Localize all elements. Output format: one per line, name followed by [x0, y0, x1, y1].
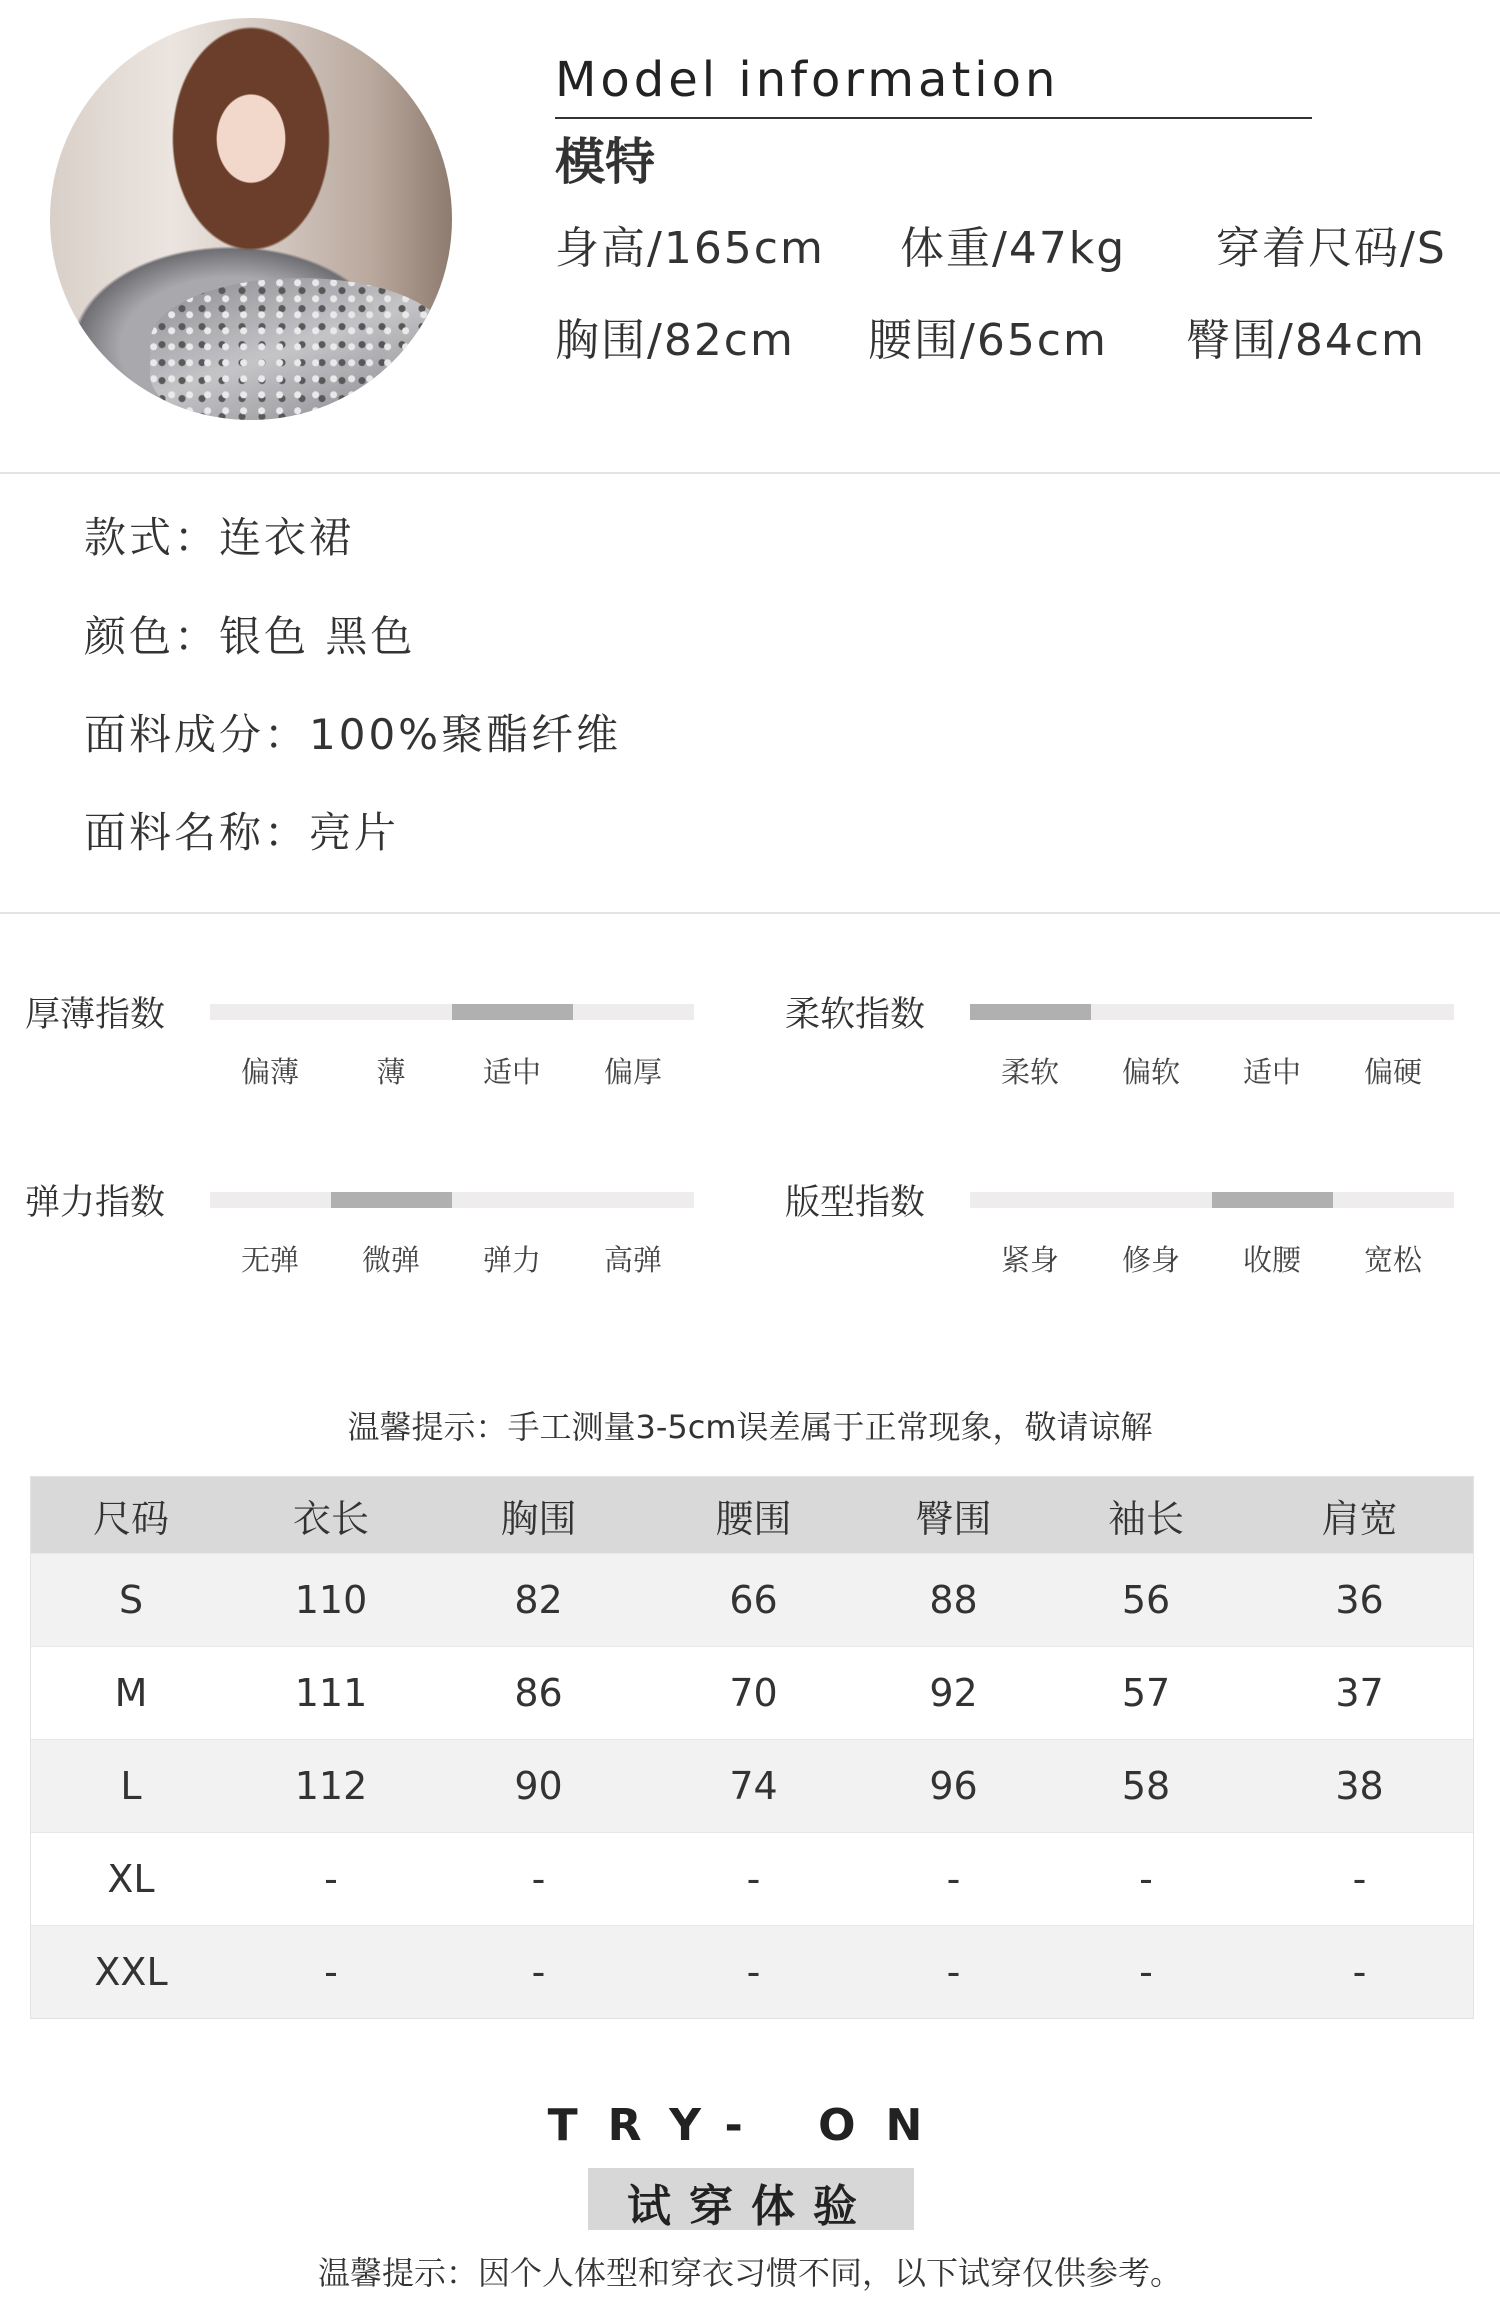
table-cell: S	[118, 1578, 144, 1622]
index-option: 偏厚	[603, 1055, 663, 1089]
table-header-cell: 尺码	[92, 1496, 169, 1541]
index-option: 修身	[1121, 1243, 1181, 1277]
index-option: 微弹	[361, 1243, 421, 1277]
spec-composition: 面料成分：100%聚酯纤维	[84, 710, 622, 759]
table-cell: -	[946, 1950, 961, 1994]
index-option: 高弹	[603, 1243, 663, 1277]
index-bar	[210, 1004, 694, 1020]
table-cell: 112	[294, 1764, 368, 1808]
try-on-note: 温馨提示：因个人体型和穿衣习惯不同，以下试穿仅供参考。	[317, 2254, 1182, 2292]
index-option: 弹力	[482, 1243, 542, 1277]
model-size: 穿着尺码/S	[1216, 223, 1447, 274]
table-cell: 86	[514, 1671, 563, 1715]
table-cell: -	[324, 1857, 338, 1901]
spec-fabric: 面料名称：亮片	[84, 808, 400, 857]
table-cell: -	[1352, 1950, 1367, 1994]
measure-note: 温馨提示：手工测量3-5cm误差属于正常现象，敬请谅解	[347, 1408, 1153, 1446]
table-cell: 70	[729, 1671, 778, 1715]
model-info-subtitle: 模特	[555, 133, 655, 191]
index-option: 偏薄	[240, 1055, 300, 1089]
table-cell: XL	[107, 1857, 155, 1901]
index-bar	[970, 1192, 1454, 1208]
table-cell: 90	[514, 1764, 563, 1808]
table-cell: 38	[1335, 1764, 1384, 1808]
model-waist: 腰围/65cm	[868, 315, 1108, 366]
table-row	[31, 1646, 1473, 1739]
try-on-subtitle: 试穿体验	[627, 2181, 875, 2232]
table-header-cell: 胸围	[500, 1496, 577, 1541]
index-bar	[210, 1192, 694, 1208]
index-option: 偏硬	[1363, 1055, 1423, 1089]
table-cell: L	[120, 1764, 142, 1808]
model-info-title: Model information	[555, 52, 1060, 108]
index-label: 弹力指数	[25, 1183, 166, 1223]
table-header-cell: 臀围	[915, 1496, 992, 1541]
spec-color: 颜色：银色 黑色	[84, 612, 416, 661]
index-bar	[970, 1004, 1454, 1020]
table-cell: 92	[929, 1671, 978, 1715]
table-cell: 58	[1121, 1764, 1171, 1808]
model-height: 身高/165cm	[555, 223, 825, 274]
table-cell: 96	[929, 1764, 978, 1808]
table-cell: M	[114, 1671, 148, 1715]
table-cell: 82	[514, 1578, 563, 1622]
table-cell: -	[531, 1950, 546, 1994]
index-option: 偏软	[1121, 1055, 1181, 1089]
table-cell: 56	[1121, 1578, 1171, 1622]
index-option: 适中	[1242, 1055, 1302, 1089]
table-header-cell: 衣长	[292, 1496, 369, 1541]
index-bar-selected	[1212, 1192, 1333, 1208]
table-cell: 74	[729, 1764, 778, 1808]
index-bar-selected	[970, 1004, 1091, 1020]
index-option: 无弹	[240, 1243, 300, 1277]
index-option: 宽松	[1363, 1243, 1423, 1277]
table-cell: -	[531, 1857, 546, 1901]
index-option: 薄	[376, 1055, 406, 1089]
index-label: 柔软指数	[785, 995, 926, 1035]
sequin-dress-graphic	[150, 278, 450, 420]
table-cell: 88	[929, 1578, 978, 1622]
index-bar-selected	[331, 1192, 452, 1208]
index-label: 厚薄指数	[25, 995, 166, 1035]
table-row	[31, 1739, 1473, 1832]
index-option: 柔软	[1000, 1055, 1060, 1089]
section-divider	[0, 472, 1500, 474]
size-table	[30, 1476, 1474, 2019]
index-label: 版型指数	[785, 1183, 926, 1223]
table-cell: -	[1352, 1857, 1367, 1901]
table-cell: XXL	[94, 1950, 168, 1994]
table-header	[31, 1477, 1473, 1553]
table-header-cell: 肩宽	[1321, 1496, 1398, 1541]
try-on-title: TRY- ON	[547, 2100, 953, 2151]
model-bust: 胸围/82cm	[555, 315, 795, 366]
section-divider	[0, 912, 1500, 914]
table-header-cell: 袖长	[1107, 1496, 1184, 1541]
index-option: 适中	[482, 1055, 542, 1089]
spec-style: 款式：连衣裙	[84, 513, 355, 562]
model-hip: 臀围/84cm	[1186, 315, 1426, 366]
table-row	[31, 1832, 1473, 1925]
table-cell: 36	[1335, 1578, 1384, 1622]
table-row	[31, 1925, 1473, 2018]
table-cell: 66	[729, 1578, 778, 1622]
title-underline	[555, 117, 1312, 119]
table-cell: -	[324, 1950, 338, 1994]
table-cell: -	[1139, 1857, 1153, 1901]
table-header-cell: 腰围	[715, 1496, 792, 1541]
model-photo	[50, 18, 452, 420]
table-cell: 111	[294, 1671, 368, 1715]
table-cell: -	[746, 1857, 761, 1901]
table-cell: 110	[294, 1578, 368, 1622]
table-cell: -	[746, 1950, 761, 1994]
table-cell: -	[1139, 1950, 1153, 1994]
index-option: 收腰	[1242, 1243, 1302, 1277]
table-cell: 57	[1121, 1671, 1171, 1715]
model-weight: 体重/47kg	[900, 223, 1127, 274]
index-bar-selected	[452, 1004, 573, 1020]
table-row	[31, 1553, 1473, 1646]
index-option: 紧身	[1000, 1243, 1060, 1277]
table-cell: -	[946, 1857, 961, 1901]
table-cell: 37	[1335, 1671, 1384, 1715]
